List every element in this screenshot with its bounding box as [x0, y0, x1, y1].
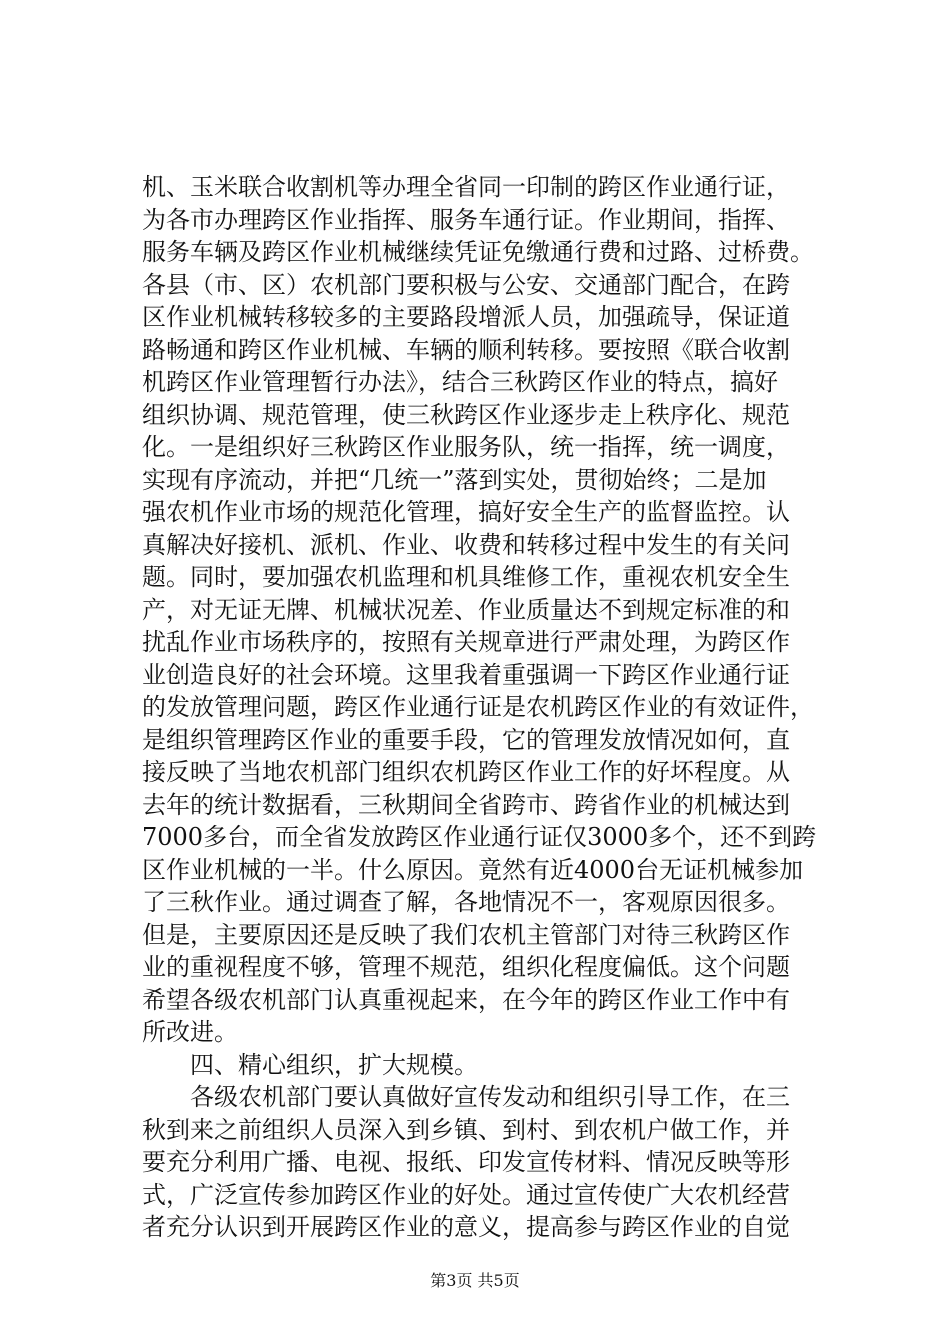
text-line: 组织协调、规范管理，使三秋跨区作业逐步走上秩序化、规范: [142, 400, 790, 429]
text-line: 为各市办理跨区作业指挥、服务车通行证。作业期间，指挥、: [142, 205, 790, 234]
text-line: 真解决好接机、派机、作业、收费和转移过程中发生的有关问: [142, 530, 790, 559]
text-line: 实现有序流动，并把“几统一”落到实处，贯彻始终；二是加: [142, 465, 767, 494]
text-line: 业创造良好的社会环境。这里我着重强调一下跨区作业通行证: [142, 660, 790, 689]
body-text: [142, 171, 832, 1244]
text-line: 机、玉米联合收割机等办理全省同一印制的跨区作业通行证，: [142, 173, 790, 201]
text-line: 业的重视程度不够，管理不规范，组织化程度偏低。这个问题: [142, 953, 790, 981]
text-line: 要充分利用广播、电视、报纸、印发宣传材料、情况反映等形: [142, 1148, 790, 1176]
text-line: 的发放管理问题，跨区作业通行证是农机跨区作业的有效证件，: [142, 693, 814, 721]
text-line: 秋到来之前组织人员深入到乡镇、到村、到农机户做工作，并: [142, 1115, 790, 1144]
text-line: 四、精心组织，扩大规模。: [142, 1050, 478, 1079]
text-line: 各级农机部门要认真做好宣传发动和组织引导工作，在三: [142, 1083, 790, 1111]
text-line: 路畅通和跨区作业机械、车辆的顺利转移。要按照《联合收割: [142, 335, 790, 364]
text-line: 接反映了当地农机部门组织农机跨区作业工作的好坏程度。从: [142, 758, 790, 786]
text-line: 希望各级农机部门认真重视起来，在今年的跨区作业工作中有: [142, 985, 790, 1014]
text-line: 强农机作业市场的规范化管理，搞好安全生产的监督监控。认: [142, 498, 790, 526]
text-line: 7000多台，而全省发放跨区作业通行证仅3000多个，还不到跨: [142, 823, 817, 851]
text-line: 题。同时，要加强农机监理和机具维修工作，重视农机安全生: [142, 563, 790, 591]
text-line: 区作业机械的一半。什么原因。竟然有近4000台无证机械参加: [142, 855, 804, 884]
text-line: 扰乱作业市场秩序的，按照有关规章进行严肃处理，为跨区作: [142, 628, 790, 656]
text-line: 但是，主要原因还是反映了我们农机主管部门对待三秋跨区作: [142, 920, 790, 949]
text-line: 是组织管理跨区作业的重要手段，它的管理发放情况如何，直: [142, 725, 790, 754]
text-line: 者充分认识到开展跨区作业的意义，提高参与跨区作业的自觉: [142, 1213, 790, 1241]
page-footer: 第3页 共5页: [430, 1271, 520, 1290]
text-line: 去年的统计数据看，三秋期间全省跨市、跨省作业的机械达到: [142, 790, 790, 819]
text-line: 式，广泛宣传参加跨区作业的好处。通过宣传使广大农机经营: [142, 1180, 790, 1209]
text-line: 区作业机械转移较多的主要路段增派人员，加强疏导，保证道: [142, 303, 790, 331]
text-line: 服务车辆及跨区作业机械继续凭证免缴通行费和过路、过桥费。: [142, 238, 814, 266]
text-line: 各县（市、区）农机部门要积极与公安、交通部门配合，在跨: [142, 270, 790, 299]
text-line: 化。一是组织好三秋跨区作业服务队，统一指挥，统一调度，: [142, 433, 790, 461]
text-line: 产，对无证无牌、机械状况差、作业质量达不到规定标准的和: [142, 595, 790, 624]
text-line: 所改进。: [142, 1018, 238, 1046]
text-line: 了三秋作业。通过调查了解，各地情况不一，客观原因很多。: [142, 888, 790, 916]
text-line: 机跨区作业管理暂行办法》，结合三秋跨区作业的特点，搞好: [142, 368, 778, 396]
